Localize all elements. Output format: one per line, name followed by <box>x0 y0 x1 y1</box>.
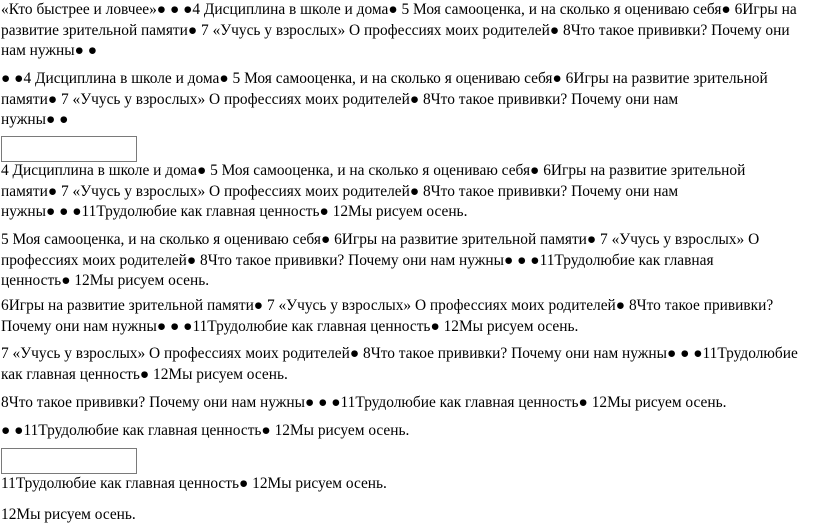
text-paragraph-1: «Кто быстрее и ловчее»● ● ●4 Дисциплина в школе и дома● 5 Моя самооценка, и на сколько я оцениваю себя● 6Игры на развитие зрительной памяти● 7 «Учусь у взрослых» О профессиях моих родителей● 8Что такое прививки? Почему они нам нужны● ● <box>1 1 797 59</box>
text-paragraph-7: 8Что такое прививки? Почему они нам нужны● ● ●11Трудолюбие как главная ценность● 12Мы рисуем осень. <box>1 394 727 411</box>
empty-frame-2 <box>1 448 137 474</box>
empty-frame-1 <box>1 136 137 162</box>
text-paragraph-2: ● ●4 Дисциплина в школе и дома● 5 Моя самооценка, и на сколько я оцениваю себя● 6Игры на развитие зрительной памяти● 7 «Учусь у взрослых» О профессиях моих родителей● 8Что такое прививки? Почему они нам нужны● ● <box>1 70 768 128</box>
text-paragraph-5: 6Игры на развитие зрительной памяти● 7 «Учусь у взрослых» О профессиях моих родителей● 8Что такое прививки? Почему они нам нужны● ● ●11Трудолюбие как главная ценность● 12Мы рисуем осень. <box>1 297 774 335</box>
text-paragraph-8: ● ●11Трудолюбие как главная ценность● 12Мы рисуем осень. <box>1 422 410 439</box>
text-paragraph-6: 7 «Учусь у взрослых» О профессиях моих родителей● 8Что такое прививки? Почему они нам нужны● ● ●11Трудолюбие как главная ценность● 12Мы рисуем осень. <box>1 345 798 383</box>
text-paragraph-9: 11Трудолюбие как главная ценность● 12Мы рисуем осень. <box>1 475 387 492</box>
text-paragraph-10: 12Мы рисуем осень. <box>1 506 136 523</box>
text-paragraph-3: 4 Дисциплина в школе и дома● 5 Моя самооценка, и на сколько я оцениваю себя● 6Игры на развитие зрительной памяти● 7 «Учусь у взрослых» О профессиях моих родителей● 8Что такое прививки? Почему они нам нужны● ● ●11Трудолюбие как главная ценность● 12Мы рисуем осень. <box>1 162 746 220</box>
text-paragraph-4: 5 Моя самооценка, и на сколько я оцениваю себя● 6Игры на развитие зрительной памяти● 7 «Учусь у взрослых» О профессиях моих родителей● 8Что такое прививки? Почему они нам нужны● ● ●11Трудолюбие как главная ценность● 12Мы рисуем осень. <box>1 231 760 289</box>
